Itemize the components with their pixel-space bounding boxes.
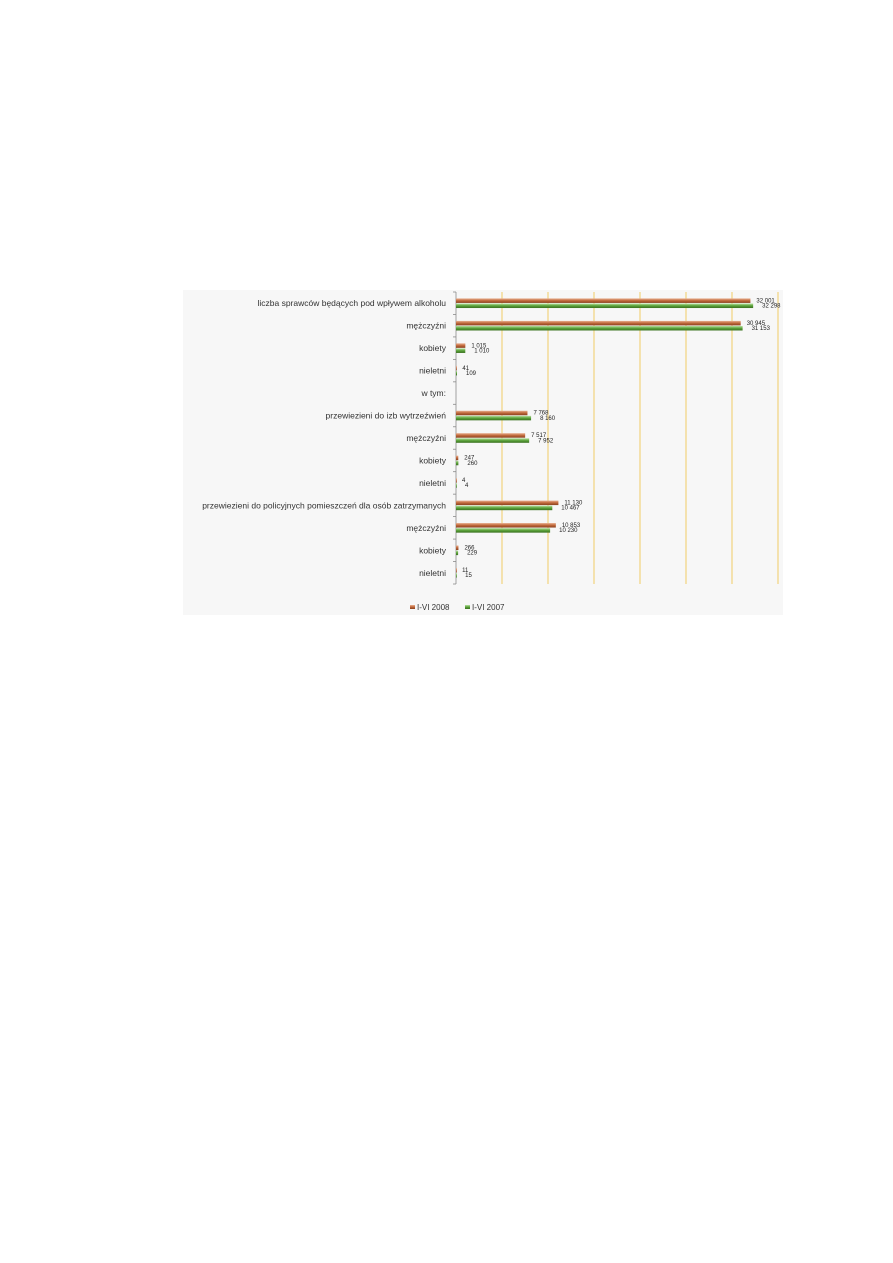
bar-2007 — [456, 348, 465, 353]
category-label: nieletni — [419, 567, 446, 578]
value-label: 266 — [464, 545, 475, 552]
bar-2007 — [456, 438, 529, 443]
category-label: przewiezieni do policyjnych pomieszczeń dla osób zatrzymanych — [202, 500, 446, 511]
value-label: 32 298 — [762, 303, 781, 310]
value-label: 4 — [462, 478, 466, 485]
category-label: liczba sprawców będących pod wpływem alkoholu — [257, 298, 446, 309]
category-label: mężczyźni — [406, 433, 446, 443]
bar-2008 — [456, 433, 525, 438]
category-label: nieletni — [419, 365, 446, 376]
value-label: 11 130 — [564, 500, 583, 507]
value-label: 10 467 — [561, 505, 580, 512]
bar-2008 — [456, 321, 741, 326]
bar-2008 — [456, 366, 457, 371]
value-label: 7 952 — [538, 438, 554, 445]
bar-2008 — [456, 568, 457, 573]
value-label: 260 — [467, 460, 478, 467]
value-label: 7 768 — [533, 410, 549, 417]
value-label: 15 — [465, 573, 472, 580]
category-label: kobiety — [419, 343, 446, 354]
bar-2007 — [456, 461, 458, 466]
bar-2008 — [456, 501, 558, 506]
bar-2008 — [456, 343, 465, 348]
bar-2007 — [456, 326, 743, 331]
bar-2008 — [456, 478, 457, 483]
category-labels — [202, 298, 447, 578]
legend-label: I-VI 2007 — [472, 603, 505, 612]
category-label: przewiezieni do izb wytrzeźwień — [325, 410, 446, 421]
value-label: 41 — [462, 365, 470, 372]
value-label: 10 853 — [561, 523, 581, 530]
value-label: 109 — [466, 370, 477, 377]
bar-2007 — [456, 573, 457, 578]
category-label: mężczyźni — [406, 320, 446, 331]
bar-2007 — [456, 371, 457, 376]
value-label: 8 160 — [540, 415, 556, 422]
category-label: nieletni — [419, 477, 446, 488]
category-label: kobiety — [419, 455, 446, 466]
legend-label: I-VI 2008 — [417, 603, 450, 612]
bar-2007 — [456, 304, 753, 309]
legend — [410, 603, 505, 612]
value-label: 31 153 — [751, 325, 770, 332]
legend-swatch — [410, 605, 415, 609]
value-label: 1 010 — [474, 348, 490, 355]
value-label: 4 — [465, 483, 469, 490]
value-label: 247 — [464, 455, 475, 462]
bar-2007 — [456, 551, 458, 556]
bar-2007 — [456, 483, 457, 488]
value-label: 1 015 — [471, 343, 487, 350]
value-label: 10 230 — [559, 528, 578, 535]
bar-2008 — [456, 523, 556, 528]
bars — [456, 298, 753, 580]
value-label: 229 — [467, 550, 478, 557]
bar-2007 — [456, 506, 552, 511]
bar-2008 — [456, 456, 458, 461]
bar-2007 — [456, 528, 550, 533]
legend-swatch — [465, 605, 470, 609]
value-label: 32 001 — [756, 298, 775, 305]
y-axis — [453, 292, 456, 584]
category-label: kobiety — [419, 545, 446, 556]
bar-2008 — [456, 546, 458, 551]
bar-2007 — [456, 416, 531, 421]
bar-2008 — [456, 411, 527, 416]
category-label: mężczyźni — [406, 522, 446, 533]
value-label: 11 — [462, 567, 469, 574]
bar-chart — [183, 290, 783, 615]
chart-container — [183, 290, 783, 615]
category-label: w tym: — [421, 388, 446, 399]
bar-2008 — [456, 298, 750, 303]
value-label: 7 517 — [531, 433, 547, 440]
value-label: 30 945 — [746, 320, 766, 327]
